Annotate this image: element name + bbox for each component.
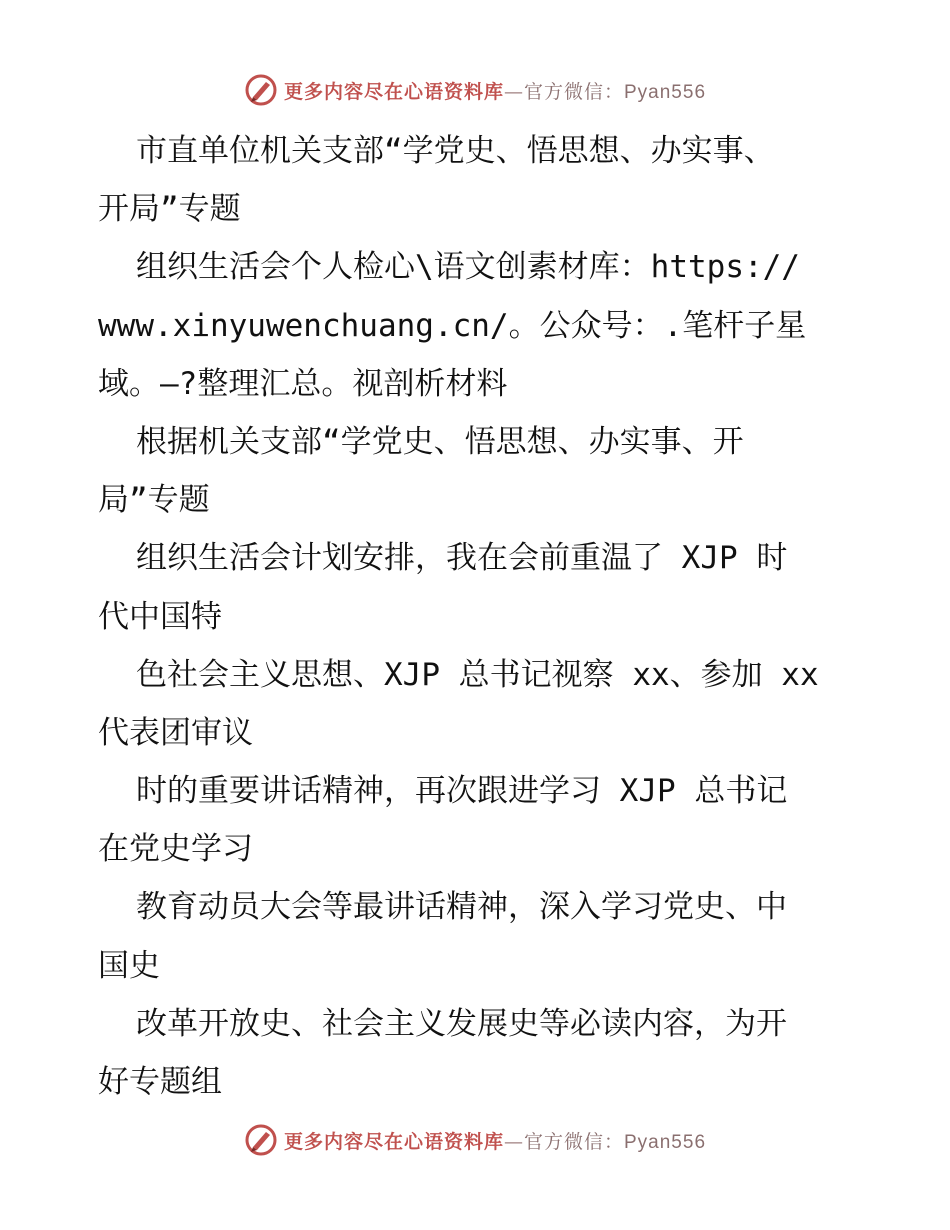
- header-watermark-banner: [0, 70, 950, 110]
- pen-logo-icon: [244, 1123, 278, 1157]
- paragraph: [98, 762, 858, 878]
- paragraph: [98, 238, 858, 413]
- paragraph: [98, 529, 858, 645]
- paragraph: [98, 122, 858, 238]
- paragraph: [98, 995, 858, 1111]
- text-line: 局”专题: [98, 482, 210, 519]
- banner-prefix: 更多内容尽在心语资料库: [283, 1130, 504, 1153]
- text-line: 时的重要讲话精神，再次跟进学习 XJP 总书记: [136, 773, 788, 810]
- text-line: 国史: [98, 947, 160, 984]
- text-line: 域。—?整理汇总。视剖析材料: [98, 365, 508, 402]
- text-line: 组织生活会个人检心\语文创素材库：https://: [136, 249, 800, 286]
- text-line: 教育动员大会等最讲话精神，深入学习党史、中: [136, 889, 787, 926]
- document-body: [98, 122, 858, 1111]
- text-line: 改革开放史、社会主义发展史等必读内容，为开: [136, 1005, 787, 1042]
- paragraph: [98, 413, 858, 529]
- banner-wechat: 官方微信：Pyan556: [524, 81, 707, 103]
- text-line: 组织生活会计划安排，我在会前重温了 XJP 时: [136, 540, 788, 577]
- banner-prefix: 更多内容尽在心语资料库: [283, 80, 504, 103]
- banner-wechat: 官方微信：Pyan556: [524, 1131, 707, 1153]
- text-line: 市直单位机关支部“学党史、悟思想、办实事、: [136, 133, 775, 169]
- paragraph: [98, 878, 858, 994]
- text-line: 代表团审议: [98, 714, 253, 751]
- pen-logo-icon: [244, 73, 278, 107]
- text-line: www.xinyuwenchuang.cn/。公众号：.笔杆子星: [98, 307, 807, 344]
- text-line: 在党史学习: [98, 831, 253, 868]
- text-line: 根据机关支部“学党史、悟思想、办实事、开: [136, 423, 744, 460]
- banner-separator: —: [504, 80, 524, 103]
- paragraph: [98, 646, 858, 762]
- banner-separator: —: [504, 1130, 524, 1153]
- text-line: 好专题组: [98, 1064, 222, 1100]
- text-line: 色社会主义思想、XJP 总书记视察 xx、参加 xx: [136, 656, 819, 693]
- text-line: 开局”专题: [98, 191, 241, 228]
- footer-watermark-banner: [0, 1120, 950, 1160]
- text-line: 代中国特: [98, 598, 222, 635]
